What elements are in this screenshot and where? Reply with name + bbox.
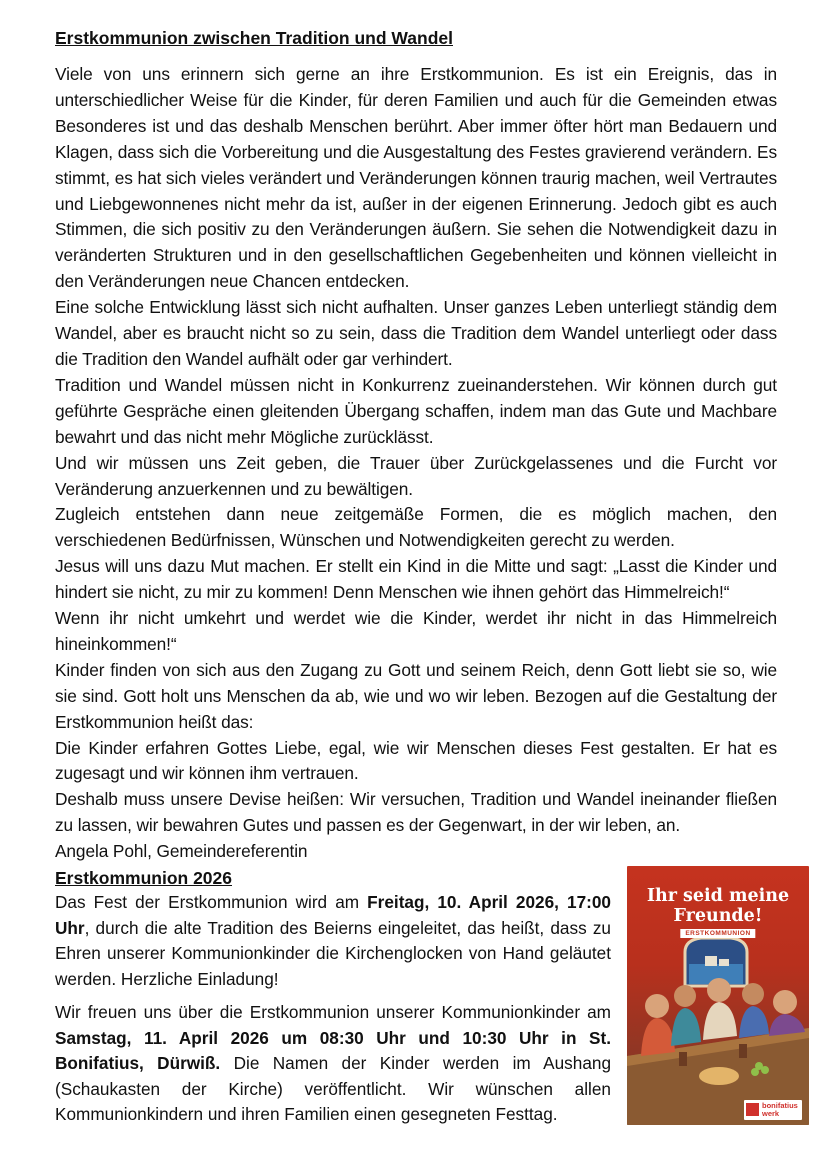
event-paragraph-beiern	[55, 890, 611, 992]
logo-mark-icon	[746, 1103, 759, 1116]
logo-text-line: werk	[762, 1109, 780, 1118]
bonifatiuswerk-logo	[744, 1100, 802, 1120]
event-section	[55, 866, 611, 1128]
article-paragraph: Deshalb muss unsere Devise heißen: Wir versuchen, Tradition und Wandel ineinander fließen zu lassen, wir bewahren Gutes und passen es der Gegenwart, in der wir leben, an.	[55, 789, 777, 836]
poster-title-line: Ihr seid meine	[646, 886, 790, 906]
event-text: Das Fest der Erstkommunion wird am	[55, 892, 368, 912]
article-author: Angela Pohl, Gemeindereferentin	[55, 841, 308, 862]
logo-text-line: bonifatius	[762, 1101, 798, 1110]
poster-title	[627, 886, 809, 926]
event-title: Erstkommunion 2026	[55, 868, 232, 888]
article-paragraph: Wenn ihr nicht umkehrt und werdet wie die Kinder, werdet ihr nicht in das Himmelreich hineinkommen!“	[55, 608, 777, 654]
event-text: , durch die alte Tradition des Beierns eingeleitet, das heißt, dass zu Ehren unserer Kommunionkinder die Kirchenglocken von Hand geläutet werden. Herzliche Einladung!	[55, 917, 611, 989]
event-paragraph-communion	[55, 1000, 611, 1128]
article-body	[55, 62, 777, 865]
article-paragraph: Kinder finden von sich aus den Zugang zu Gott und seinem Reich, denn Gott liebt sie so, wie sie sind. Gott holt uns Menschen da ab, wie und wo wir leben. Bezogen auf die Gestaltung der Erstkommunion heißt das:	[55, 659, 777, 732]
event-text: Wir freuen uns über die Erstkommunion unserer Kommunionkinder am	[55, 1002, 611, 1022]
article	[55, 26, 777, 865]
poster-tag: ERSTKOMMUNION	[680, 929, 755, 938]
logo-text	[762, 1102, 802, 1118]
event-date-friday: Freitag, 10. April 2026, 17:00 Uhr	[55, 892, 611, 938]
article-paragraph: Und wir müssen uns Zeit geben, die Trauer über Zurückgelassenes und die Furcht vor Veränderung anzuerkennen und zu bewältigen.	[55, 452, 777, 499]
article-title: Erstkommunion zwischen Tradition und Wandel	[55, 28, 453, 48]
article-paragraph: Die Kinder erfahren Gottes Liebe, egal, wie wir Menschen dieses Fest gestalten. Er hat es zugesagt und wir können ihm vertrauen.	[55, 737, 777, 784]
article-paragraph: Zugleich entstehen dann neue zeitgemäße Formen, die es möglich machen, den verschiedenen Bedürfnissen, Wünschen und Notwendigkeiten gerecht zu werden.	[55, 504, 777, 551]
event-date-saturday: Samstag, 11. April 2026 um 08:30 Uhr und 10:30 Uhr in St. Bonifatius, Dürwiß.	[55, 1027, 611, 1073]
event-text: Die Namen der Kinder werden im Aushang (Schaukasten der Kirche) veröffentlicht. Wir wünschen allen Kommunionkindern und ihren Familien einen gesegneten Festtag.	[55, 1053, 611, 1124]
poster-title-line: Freunde!	[673, 906, 763, 926]
article-paragraph: Viele von uns erinnern sich gerne an ihre Erstkommunion. Es ist ein Ereignis, das in unterschiedlicher Weise für die Kinder, für deren Familien und auch für die Gemeinden etwas Besonderes ist und das deshalb Menschen berührt. Aber immer öfter hört man Bedauern und Klagen, dass sich die Vorbereitung und die Ausgestaltung des Festes gravierend verändern. Es stimmt, es hat sich vieles verändert und Veränderungen können traurig machen, weil Vertrautes und Liebgewonnenes nicht mehr da ist, außer in der eigenen Erinnerung. Jedoch gibt es auch Stimmen, die sich positiv zu den Veränderungen äußern. Sie sehen die Notwendigkeit dazu in veränderten Strukturen und in den gesellschaftlichen Gegebenheiten und können vielleicht in den Veränderungen neue Chancen entdecken.	[55, 64, 777, 292]
article-paragraph: Tradition und Wandel müssen nicht in Konkurrenz zueinanderstehen. Wir können durch gut geführte Gespräche einen gleitenden Übergang schaffen, indem man das Gute und Machbare bewahrt und das nicht mehr Mögliche zurücklässt.	[55, 374, 777, 447]
article-paragraph: Eine solche Entwicklung lässt sich nicht aufhalten. Unser ganzes Leben unterliegt ständig dem Wandel, aber es braucht nicht so zu sein, dass die Tradition dem Wandel unterliegt oder dass die Tradition den Wandel aufhält oder gar verhindert.	[55, 297, 777, 369]
communion-poster-image	[627, 866, 809, 1125]
article-paragraph: Jesus will uns dazu Mut machen. Er stellt ein Kind in die Mitte und sagt: „Lasst die Kinder und hindert sie nicht, zu mir zu kommen! Denn Menschen wie ihnen gehört das Himmelreich!“	[55, 556, 777, 603]
